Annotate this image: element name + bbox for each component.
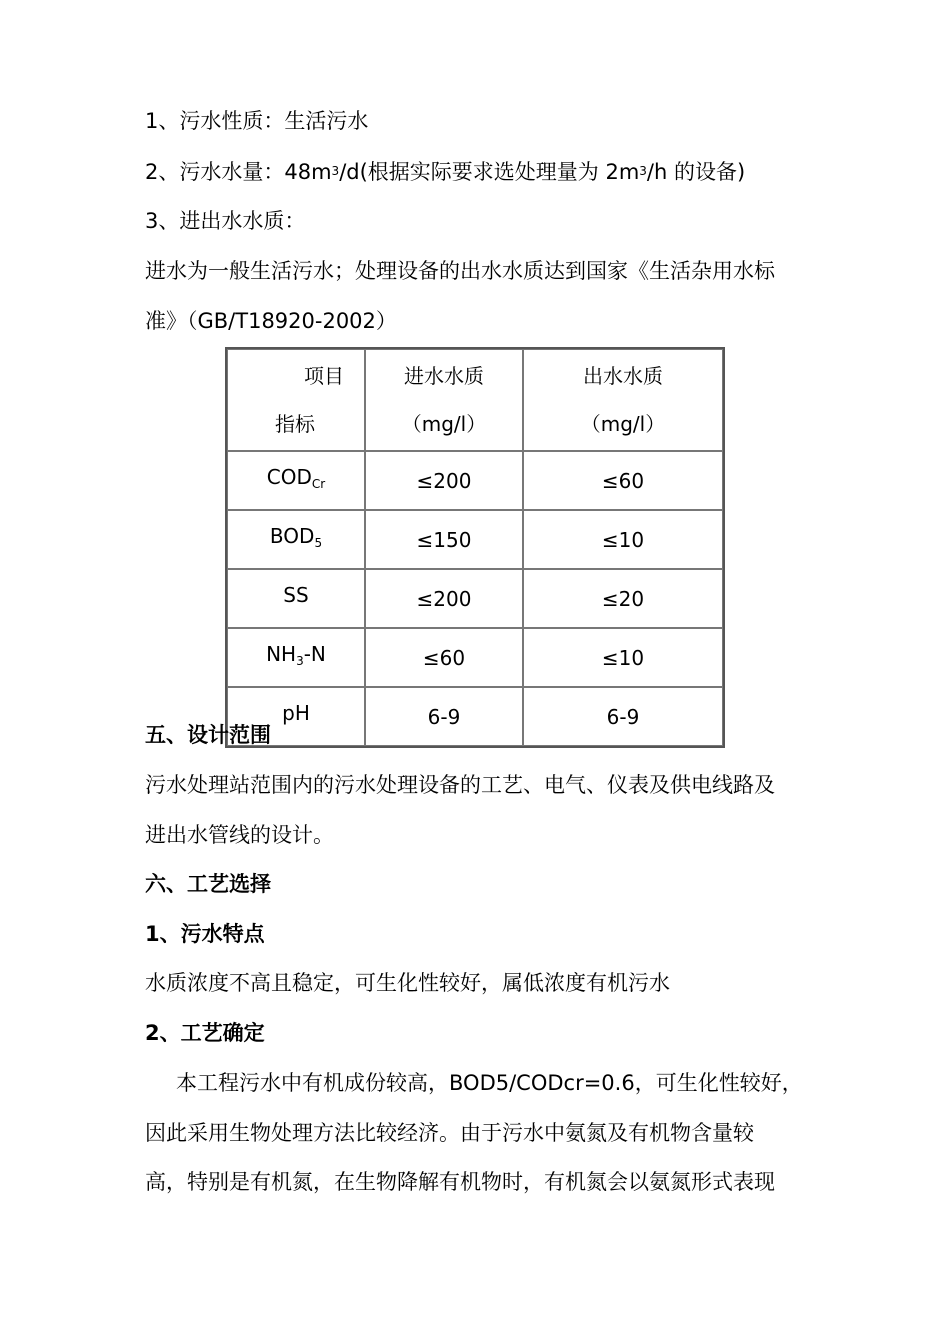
water-quality-table xyxy=(225,347,725,748)
inflow-value-cell: ≤200 xyxy=(365,569,523,628)
param-name: NH xyxy=(266,642,297,666)
header-item-label: 项目 xyxy=(304,364,344,388)
param-name: SS xyxy=(283,583,309,607)
water-quality-desc-line2: 准》（GB/T18920-2002） xyxy=(145,309,397,333)
param-name: COD xyxy=(266,465,312,489)
sewage-volume-text-c: /h 的设备) xyxy=(646,160,746,184)
outflow-value-cell: ≤20 xyxy=(523,569,723,628)
param-cell xyxy=(227,628,365,687)
param-cell xyxy=(227,569,365,628)
outflow-value-cell: 6-9 xyxy=(523,687,723,746)
sewage-volume-text-b: /d(根据实际要求选处理量为 2m xyxy=(339,160,640,184)
param-name: BOD xyxy=(269,524,315,548)
process-body-line1: 本工程污水中有机成份较高，BOD5/CODcr=0.6，可生化性较好， xyxy=(176,1071,803,1095)
inflow-value-cell: ≤60 xyxy=(365,628,523,687)
header-inflow-unit: （mg/l） xyxy=(401,412,487,436)
param-subscript: 3 xyxy=(296,654,304,668)
sewage-nature-line: 1、污水性质：生活污水 xyxy=(145,109,369,133)
sewage-features-body: 水质浓度不高且稳定，可生化性较好，属低浓度有机污水 xyxy=(145,971,670,995)
header-index-label: 指标 xyxy=(275,412,315,436)
header-inflow-label: 进水水质 xyxy=(404,364,484,388)
sewage-volume-text-a: 2、污水水量：48m xyxy=(145,160,332,184)
sewage-features-heading: 1、污水特点 xyxy=(145,922,265,946)
inflow-value-cell: ≤150 xyxy=(365,510,523,569)
param-subscript: 5 xyxy=(314,536,323,550)
param-name: pH xyxy=(282,701,310,725)
table-row xyxy=(227,628,723,687)
table-row xyxy=(227,569,723,628)
outflow-value-cell: ≤10 xyxy=(523,510,723,569)
section6-heading: 六、工艺选择 xyxy=(145,872,271,896)
sewage-volume-line xyxy=(145,156,745,187)
table-row xyxy=(227,687,723,746)
water-quality-heading: 3、进出水水质： xyxy=(145,209,306,233)
param-cell xyxy=(227,451,365,510)
process-body-line2: 因此采用生物处理方法比较经济。由于污水中氨氮及有机物含量较 xyxy=(145,1121,754,1145)
param-suffix: -N xyxy=(303,642,326,666)
param-subscript: Cr xyxy=(311,477,326,491)
param-cell xyxy=(227,510,365,569)
table-header-row xyxy=(227,349,723,451)
outflow-value-cell: ≤60 xyxy=(523,451,723,510)
inflow-value-cell: ≤200 xyxy=(365,451,523,510)
header-outflow-cell xyxy=(523,349,723,451)
cubic-superscript-2: 3 xyxy=(639,164,647,178)
section5-body-line1: 污水处理站范围内的污水处理设备的工艺、电气、仪表及供电线路及 xyxy=(145,773,775,797)
section5-heading: 五、设计范围 xyxy=(145,723,271,747)
table-row xyxy=(227,451,723,510)
process-body-line3: 高，特别是有机氮，在生物降解有机物时，有机氮会以氨氮形式表现 xyxy=(145,1170,775,1194)
water-quality-desc-line1: 进水为一般生活污水；处理设备的出水水质达到国家《生活杂用水标 xyxy=(145,259,775,283)
header-outflow-label: 出水水质 xyxy=(583,364,663,388)
process-determination-heading: 2、工艺确定 xyxy=(145,1021,265,1045)
inflow-value-cell: 6-9 xyxy=(365,687,523,746)
cubic-superscript-1: 3 xyxy=(331,164,340,178)
table-row xyxy=(227,510,723,569)
section5-body-line2: 进出水管线的设计。 xyxy=(145,823,334,847)
header-item-index-cell xyxy=(227,349,365,451)
outflow-value-cell: ≤10 xyxy=(523,628,723,687)
header-outflow-unit: （mg/l） xyxy=(580,412,666,436)
header-inflow-cell xyxy=(365,349,523,451)
